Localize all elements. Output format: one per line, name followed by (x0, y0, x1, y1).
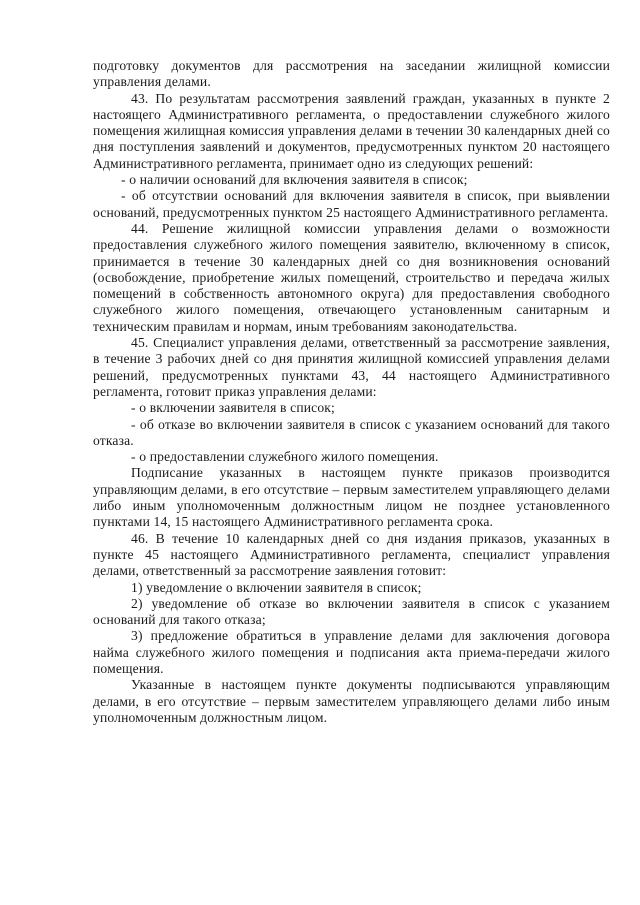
paragraph-43: 43. По результатам рассмотрения заявлений граждан, указанных в пункте 2 настоящего Административного регламента, о предоставлении служебного жилого помещения жилищная комиссия управления делами в течении 30 календарных дней со дня поступления заявлений и документов, предусмотренных пунктом 20 настоящего Административного регламента, принимает одно из следующих решений: (93, 90, 610, 171)
list-item-notice-inclusion: 1) уведомление о включении заявителя в список; (131, 579, 422, 595)
list-item-inclusion-grounds: - о наличии оснований для включения заявителя в список; (121, 172, 468, 188)
list-item-no-grounds: - об отсутствии оснований для включения заявителя в список, при выявлении оснований, предусмотренных пунктом 25 настоящего Административного регламента. (93, 188, 610, 220)
paragraph-46: 46. В течение 10 календарных дней со дня издания приказов, указанных в пункте 45 настоящего Административного регламента, специалист управления делами, ответственный за рассмотрение заявления готовит: (93, 530, 610, 579)
paragraph-44: 44. Решение жилищной комиссии управления делами о возможности предоставления служебного жилого помещения заявителю, включенному в список, принимается в течение 30 календарных дней со дня возникновения оснований (освобождение, приобретение жилых помещений, строительство и передача жилых помещений в собственность автономного округа) для предоставления свободного служебного жилого помещения, отвечающего установленным санитарным и техническим правилам и нормам, иным требованиям законодательства. (93, 220, 610, 334)
list-item-notice-refusal: 2) уведомление об отказе во включении заявителя в список с указанием оснований для такого отказа; (93, 595, 610, 628)
document-body (93, 58, 610, 726)
list-item-refuse-order: - об отказе во включении заявителя в список с указанием оснований для такого отказа. (93, 416, 610, 448)
paragraph-documents-signing: Указанные в настоящем пункте документы подписываются управляющим делами, в его отсутствие – первым заместителем управляющего делами либо иным уполномоченным должностным лицом. (93, 677, 610, 725)
paragraph-signing: Подписание указанных в настоящем пункте приказов производится управляющим делами, в его отсутствие – первым заместителем управляющего делами либо иным уполномоченным должностным лицом не позднее установленного пунктами 14, 15 настоящего Административного регламента срока. (93, 465, 610, 530)
paragraph-45: 45. Специалист управления делами, ответственный за рассмотрение заявления, в течение 3 рабочих дней со дня принятия жилищной комиссией управления делами решений, предусмотренных пунктами 43, 44 настоящего Административного регламента, готовит приказ управления делами: (93, 335, 610, 399)
paragraph-continuation: подготовку документов для рассмотрения на заседании жилищной комиссии управления делами. (93, 58, 610, 90)
list-item-proposal: 3) предложение обратиться в управление делами для заключения договора найма служебного жилого помещения и подписания акта приема-передачи жилого помещения. (93, 628, 610, 676)
list-item-include-order: - о включении заявителя в список; (131, 400, 335, 416)
list-item-provide-order: - о предоставлении служебного жилого помещения. (131, 449, 439, 465)
